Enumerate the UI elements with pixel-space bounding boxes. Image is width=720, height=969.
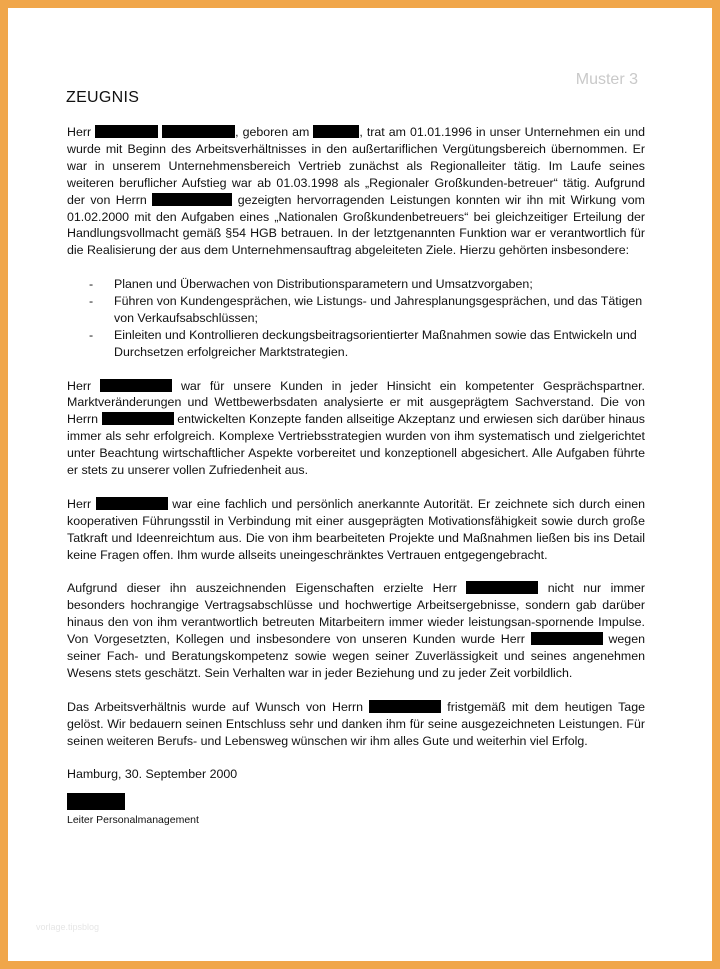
task-list-item: - Planen und Überwachen von Distributionsparametern und Umsatzvorgaben; [89,277,533,292]
footer-watermark: vorlage.tipsblog [36,922,100,932]
task-list-item: - Führen von Kundengesprächen, wie Listungs- und Jahresplanungsgesprächen, und das Tätigen von Verkaufsabschlüssen; [89,294,643,325]
redacted-last-name [162,125,235,138]
redacted-signature [67,793,125,810]
document-body [67,124,645,829]
redacted-name [466,581,538,594]
document-title: ZEUGNIS [66,89,140,106]
text-segment: Herr [67,125,92,139]
text-segment: gezeigten hervorragenden Leistungen konnten wir ihn mit Wirkung vom 01.02.2000 mit den Aufgaben eines „Nationalen Großkundenbetreuers“ bei gleichzeitiger Erteilung der Handlungsvollmacht gemäß §54 HGB betrauen. In der letztgenannten Funktion war er verantwortlich für die Realisierung der aus dem Unternehmensauftrag abgeleiteten Ziele. Hierzu gehörten insbesondere: [67,192,645,258]
redacted-name [152,193,232,206]
paragraph-competence: Herr war für unsere Kunden in jeder Hinsicht ein kompetenter Gesprächspartner. Marktveränderungen und Wettbewerbsdaten analysierte er mit ausgeprägtem Sachverstand. Die von Herrn entwickelten Konzepte fanden allseitige Akzeptanz und erwiesen sich darüber hinaus immer als sehr erfolgreich. Komplexe Vertriebsstrategien wurden von ihm systematisch und zielgerichtet unter Beachtung wirtschaftlicher Aspekte vorbereitet und konzeptionell abgesichert. Alle Aufgaben führte er stets zu unserer vollen Zufriedenheit aus. [67,378,645,478]
redacted-name [100,379,172,392]
place-and-date: Hamburg, 30. September 2000 [67,767,238,782]
task-list-item: - Einleiten und Kontrollieren deckungsbeitragsorientierter Maßnahmen sowie das Entwickeln und Durchsetzen erfolgreicher Marktstrategien. [89,327,637,359]
task-list [67,276,645,361]
redacted-first-name [95,125,158,138]
document-page [8,8,712,961]
text-segment: , trat am 01.01.1996 in unser Unternehmen ein und wurde mit Beginn des Arbeitsverhältnisses in den außertariflichen Vergütungsbereich übernommen. Er war in unserem Unternehmensbereich Vertrieb zunächst als Regionalleiter tätig. Im Laufe seines weiteren beruflicher Aufstieg war ab 01.03.1998 als „Regionaler Großkunden-betreuer“ tätig. Aufgrund der von Herrn [67,125,645,207]
text-segment: , geboren am [235,125,310,139]
redacted-name [531,632,603,645]
redacted-birthdate [313,125,359,138]
redacted-name [102,412,174,425]
redacted-name [96,497,168,510]
redacted-name [369,700,441,713]
signatory-title: Leiter Personalmanagement [67,814,199,827]
paragraph-intro [67,124,645,259]
paragraph-authority: Herr war eine fachlich und persönlich anerkannte Autorität. Er zeichnete sich durch einen kooperativen Führungsstil in Verbindung mit einer ausgeprägten Motivationsfähigkeit sowie durch große Tatkraft und Ideenreichtum aus. Die von ihm bearbeiteten Projekte und Maßnahmen ließen bis ins Detail keine Fragen offen. Ihm wurde allseits uneingeschränktes Vertrauen entgegengebracht. [67,496,645,562]
paragraph-achievements: Aufgrund dieser ihn auszeichnenden Eigenschaften erzielte Herr nicht nur immer besonders hochrangige Vertragsabschlüsse und hochwertige Arbeitsergebnisse, sondern gab darüber hinaus den von ihm verantwortlich betreuten Mitarbeitern immer wieder leistungsan-spornende Impulse. Von Vorgesetzten, Kollegen und insbesondere von unseren Kunden wurde Herr wegen seiner Fach- und Beratungskompetenz sowie wegen seiner Zuverlässigkeit und seines angenehmen Wesens stets geschätzt. Sein Verhalten war in jeder Beziehung und zu jeder Zeit vorbildlich. [67,581,645,680]
sample-watermark: Muster 3 [575,71,638,88]
paragraph-closing: Das Arbeitsverhältnis wurde auf Wunsch von Herrn fristgemäß mit dem heutigen Tage gelöst. Wir bedauern seinen Entschluss sehr und danken ihm für seine ausgezeichneten Leistungen. Für seinen weiteren Berufs- und Lebensweg wünschen wir ihm alles Gute und weiterhin viel Erfolg. [67,699,645,748]
